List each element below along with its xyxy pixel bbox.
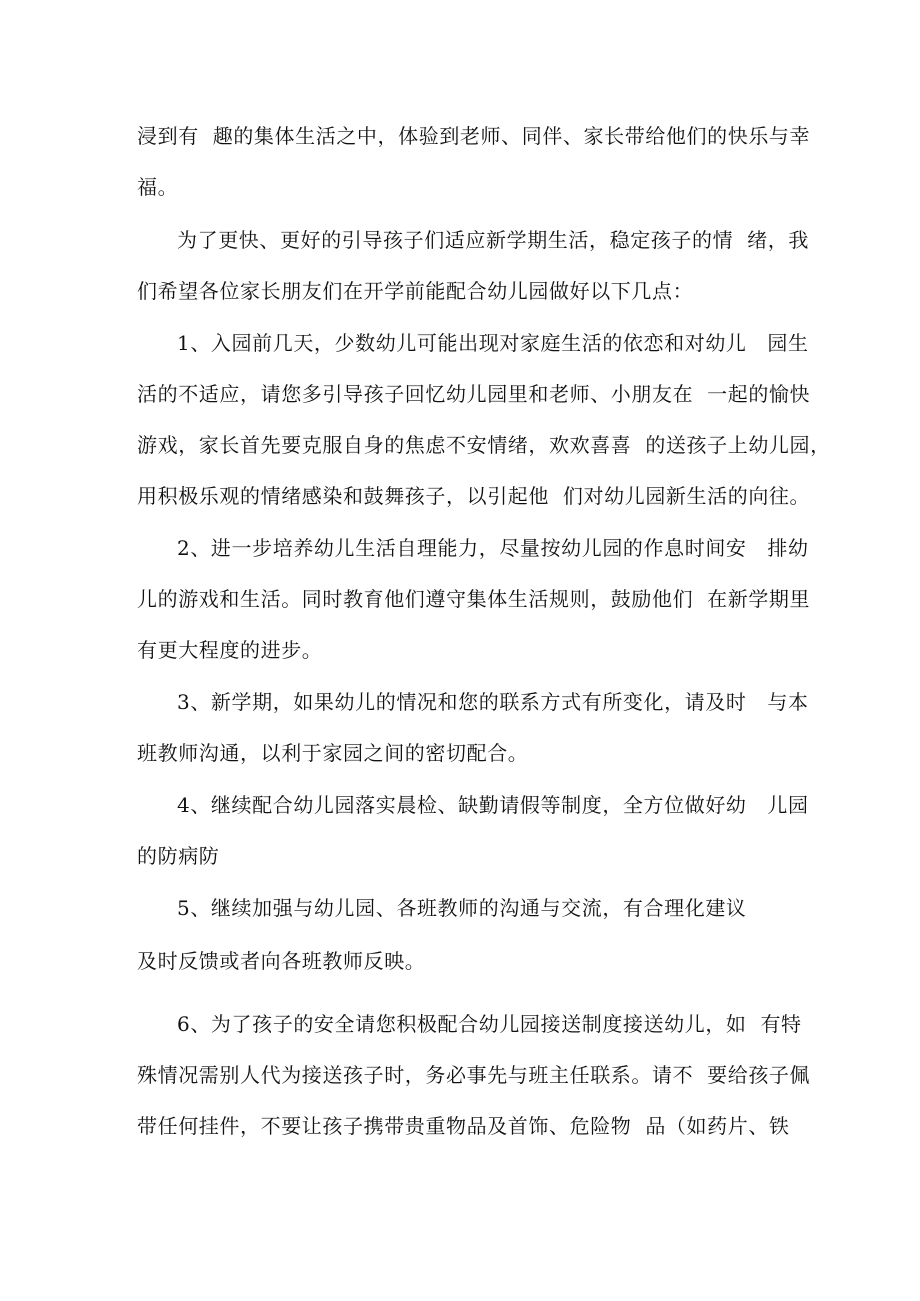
text-line: 班教师沟通，以利于家园之间的密切配合。 [137, 741, 529, 765]
text-line: 为了更快、更好的引导孩子们适应新学期生活，稳定孩子的情 绪，我 [177, 228, 809, 252]
text-line: 带任何挂件，不要让孩子携带贵重物品及首饰、危险物 品（如药片、铁 [137, 1114, 790, 1138]
text-line: 有更大程度的进步。 [137, 638, 323, 662]
text-line: 5、继续加强与幼儿园、各班教师的沟通与交流，有合理化建议 [177, 896, 747, 920]
text-line: 4、继续配合幼儿园落实晨检、缺勤请假等制度，全方位做好幼 儿园 [177, 793, 809, 817]
text-line: 3、新学期，如果幼儿的情况和您的联系方式有所变化，请及时 与本 [177, 690, 809, 714]
text-line: 们希望各位家长朋友们在开学前能配合幼儿园做好以下几点： [137, 279, 694, 303]
text-line: 福。 [137, 175, 179, 199]
text-line: 殊情况需别人代为接送孩子时，务必事先与班主任联系。请不 要给孩子佩 [137, 1063, 811, 1087]
text-line: 儿的游戏和生活。同时教育他们遵守集体生活规则，鼓励他们 在新学期里 [137, 587, 811, 611]
text-line: 6、为了孩子的安全请您积极配合幼儿园接送制度接送幼儿，如 有特 [177, 1012, 802, 1036]
text-line: 用积极乐观的情绪感染和鼓舞孩子，以引起他 们对幼儿园新生活的向往。 [137, 484, 811, 508]
text-line: 浸到有 趣的集体生活之中，体验到老师、同伴、家长带给他们的快乐与幸 [137, 124, 811, 148]
text-line: 2、进一步培养幼儿生活自理能力，尽量按幼儿园的作息时间安 排幼 [177, 536, 809, 560]
text-line: 活的不适应，请您多引导孩子回忆幼儿园里和老师、小朋友在 一起的愉快 [137, 382, 811, 406]
text-line: 1、入园前几天，少数幼儿可能出现对家庭生活的依恋和对幼儿 园生 [177, 331, 809, 355]
text-line: 及时反馈或者向各班教师反映。 [137, 949, 426, 973]
text-line: 的防病防 [137, 844, 220, 868]
text-line: 游戏，家长首先要克服自身的焦虑不安情绪，欢欢喜喜 的送孩子上幼儿园， [137, 433, 831, 457]
